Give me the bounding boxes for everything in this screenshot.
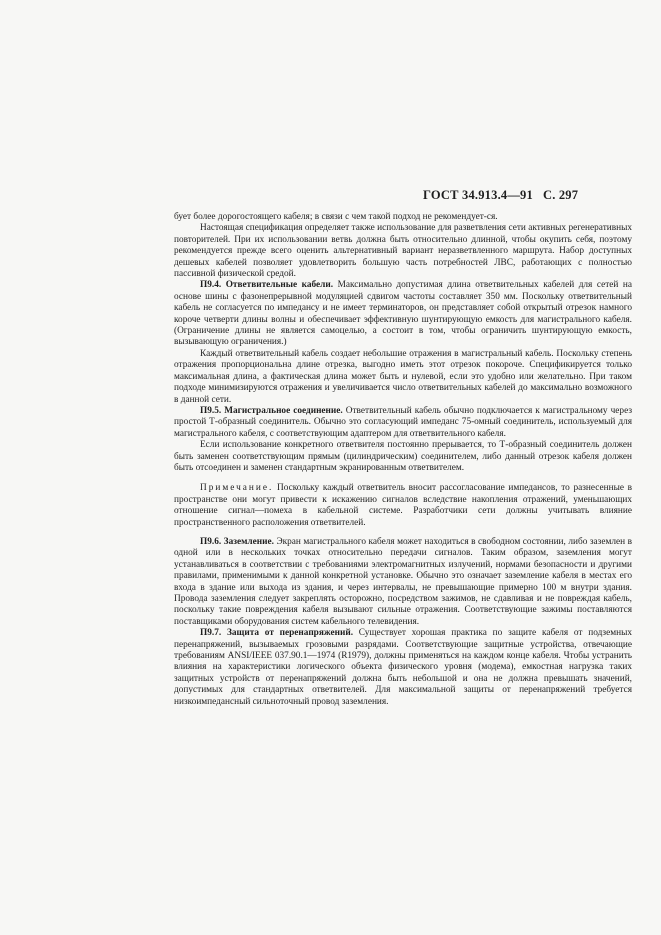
page-header (423, 188, 633, 203)
paragraph (174, 628, 632, 708)
page-number: С. 297 (542, 188, 579, 202)
document-body (174, 212, 632, 708)
section-heading: П9.7. Защита от перенапряжений. (200, 628, 354, 639)
paragraph: Если использование конкретного ответвителя постоянно прерывается, то Т-образный соединитель должен быть заменен соответствующим прямым (цилиндрическим) соединителем, либо данный отрезок кабеля должен быть отсоединен и заменен стандартным экранированным ответвителем. (174, 440, 632, 473)
paragraph: бует более дорогостоящего кабеля; в связи с чем такой подход не рекомендует-ся. (174, 212, 498, 222)
note-text: Поскольку каждый ответвитель вносит рассогласование импедансов, то разнесенные в пространстве они могут привести к искажению сигналов вследствие накопления отражений, уменьшающих отношение сигнал—помеха в кабельной системе. Разработчики сети должны учитывать влияние пространственного расположения ответвителей. (174, 483, 632, 528)
section-heading: П9.6. Заземление. (200, 536, 274, 547)
paragraph-text: Экран магистрального кабеля может находиться в свободном состоянии, либо заземлен в одной или в нескольких точках относительно передачи сигналов. Таким образом, заземления могут устанавливаться в соответствии с требованиями электромагнитных излучений, нормами безопасности и другими правилами, применимыми к данной конкретной установке. Обычно это означает заземление кабеля в местах его входа в здание или выхода из здания, и через интервалы, не превышающие примерно 100 м внутри здания. Провода заземления следует закреплять осторожно, посредством зажимов, не сдавливая и не повреждая кабель, поскольку такие повреждения кабеля вызывают сильные отражения. Соответствующие зажимы поставляются поставщиками оборудования систем кабельного телевидения. (174, 536, 632, 627)
section-heading: П9.4. Ответвительные кабели. (200, 280, 334, 291)
paragraph-text: Существует хорошая практика по защите кабеля от подземных перенапряжений, вызываемых грозовыми разрядами. Соответствующие защитные устройства, отвечающие требованиям ANSI/IEEE 037.90.1—1974 (R1979), должны применяться на каждом конце кабеля. Чтобы устранить влияния на характеристики логического объекта физического уровня (модема), емкостная нагрузка таких защитных устройств от перенапряжений должна быть небольшой и она не должна превышать значений, допустимых для стандартных ответвителей. Для максимальной защиты от перенапряжений требуется низкоимпедансный сильноточный провод заземления. (174, 628, 632, 707)
paragraph (174, 537, 632, 628)
paragraph-text: Максимально допустимая длина ответвительных кабелей для сетей на основе шины с фазонепрерывной модуляцией сдвигом частоты составляет 350 мм. Поскольку ответвительный кабель не согласуется по импедансу и не имеет терминаторов, он представляет собой открытый отрезок намного короче четверти длины волны и обеспечивает эффективную шунтирующую емкость для магистрального кабеля. (Ограничение длины не является самоцелью, а состоит в том, чтобы ограничить шунтирующую емкость, вызывающую ограничения.) (174, 280, 632, 348)
paragraph (174, 280, 632, 348)
note-label: Примечание. (200, 483, 274, 494)
paragraph (174, 406, 632, 440)
paragraph-text: Ответвительный кабель обычно подключается к магистральному через простой Т-образный соединитель. Обычно это согласующий импеданс 75-омный соединитель, используемый для магистрального кабеля, с соответствующим адаптером для ответвительного кабеля. (174, 405, 632, 439)
paragraph: Настоящая спецификация определяет также использование для разветвления сети активных регенеративных повторителей. При их использовании ветвь должна быть относительно длинной, чтобы окупить себя, поэтому рекомендуется прежде всего оценить альтернативный вариант неразветвленного маршрута. Набор доступных дешевых кабелей позволяет удовлетворить большую часть потребностей ЛВС, работающих с полностью пассивной физической средой. (174, 223, 632, 280)
section-heading: П9.5. Магистральное соединение. (200, 405, 343, 416)
paragraph: Каждый ответвительный кабель создает небольшие отражения в магистральный кабель. Поскольку степень отражения пропорциональна длине отрезка, выгодно иметь этот отрезок покороче. Спецификируется только максимальная длина, а фактическая длина может быть и нулевой, если это удобно или желательно. При таком подходе минимизируются отражения и увеличивается число ответвительных кабелей до максимально возможного в данной сети. (174, 348, 632, 405)
standard-number: ГОСТ 34.913.4—91 (423, 188, 533, 202)
note (174, 483, 632, 529)
